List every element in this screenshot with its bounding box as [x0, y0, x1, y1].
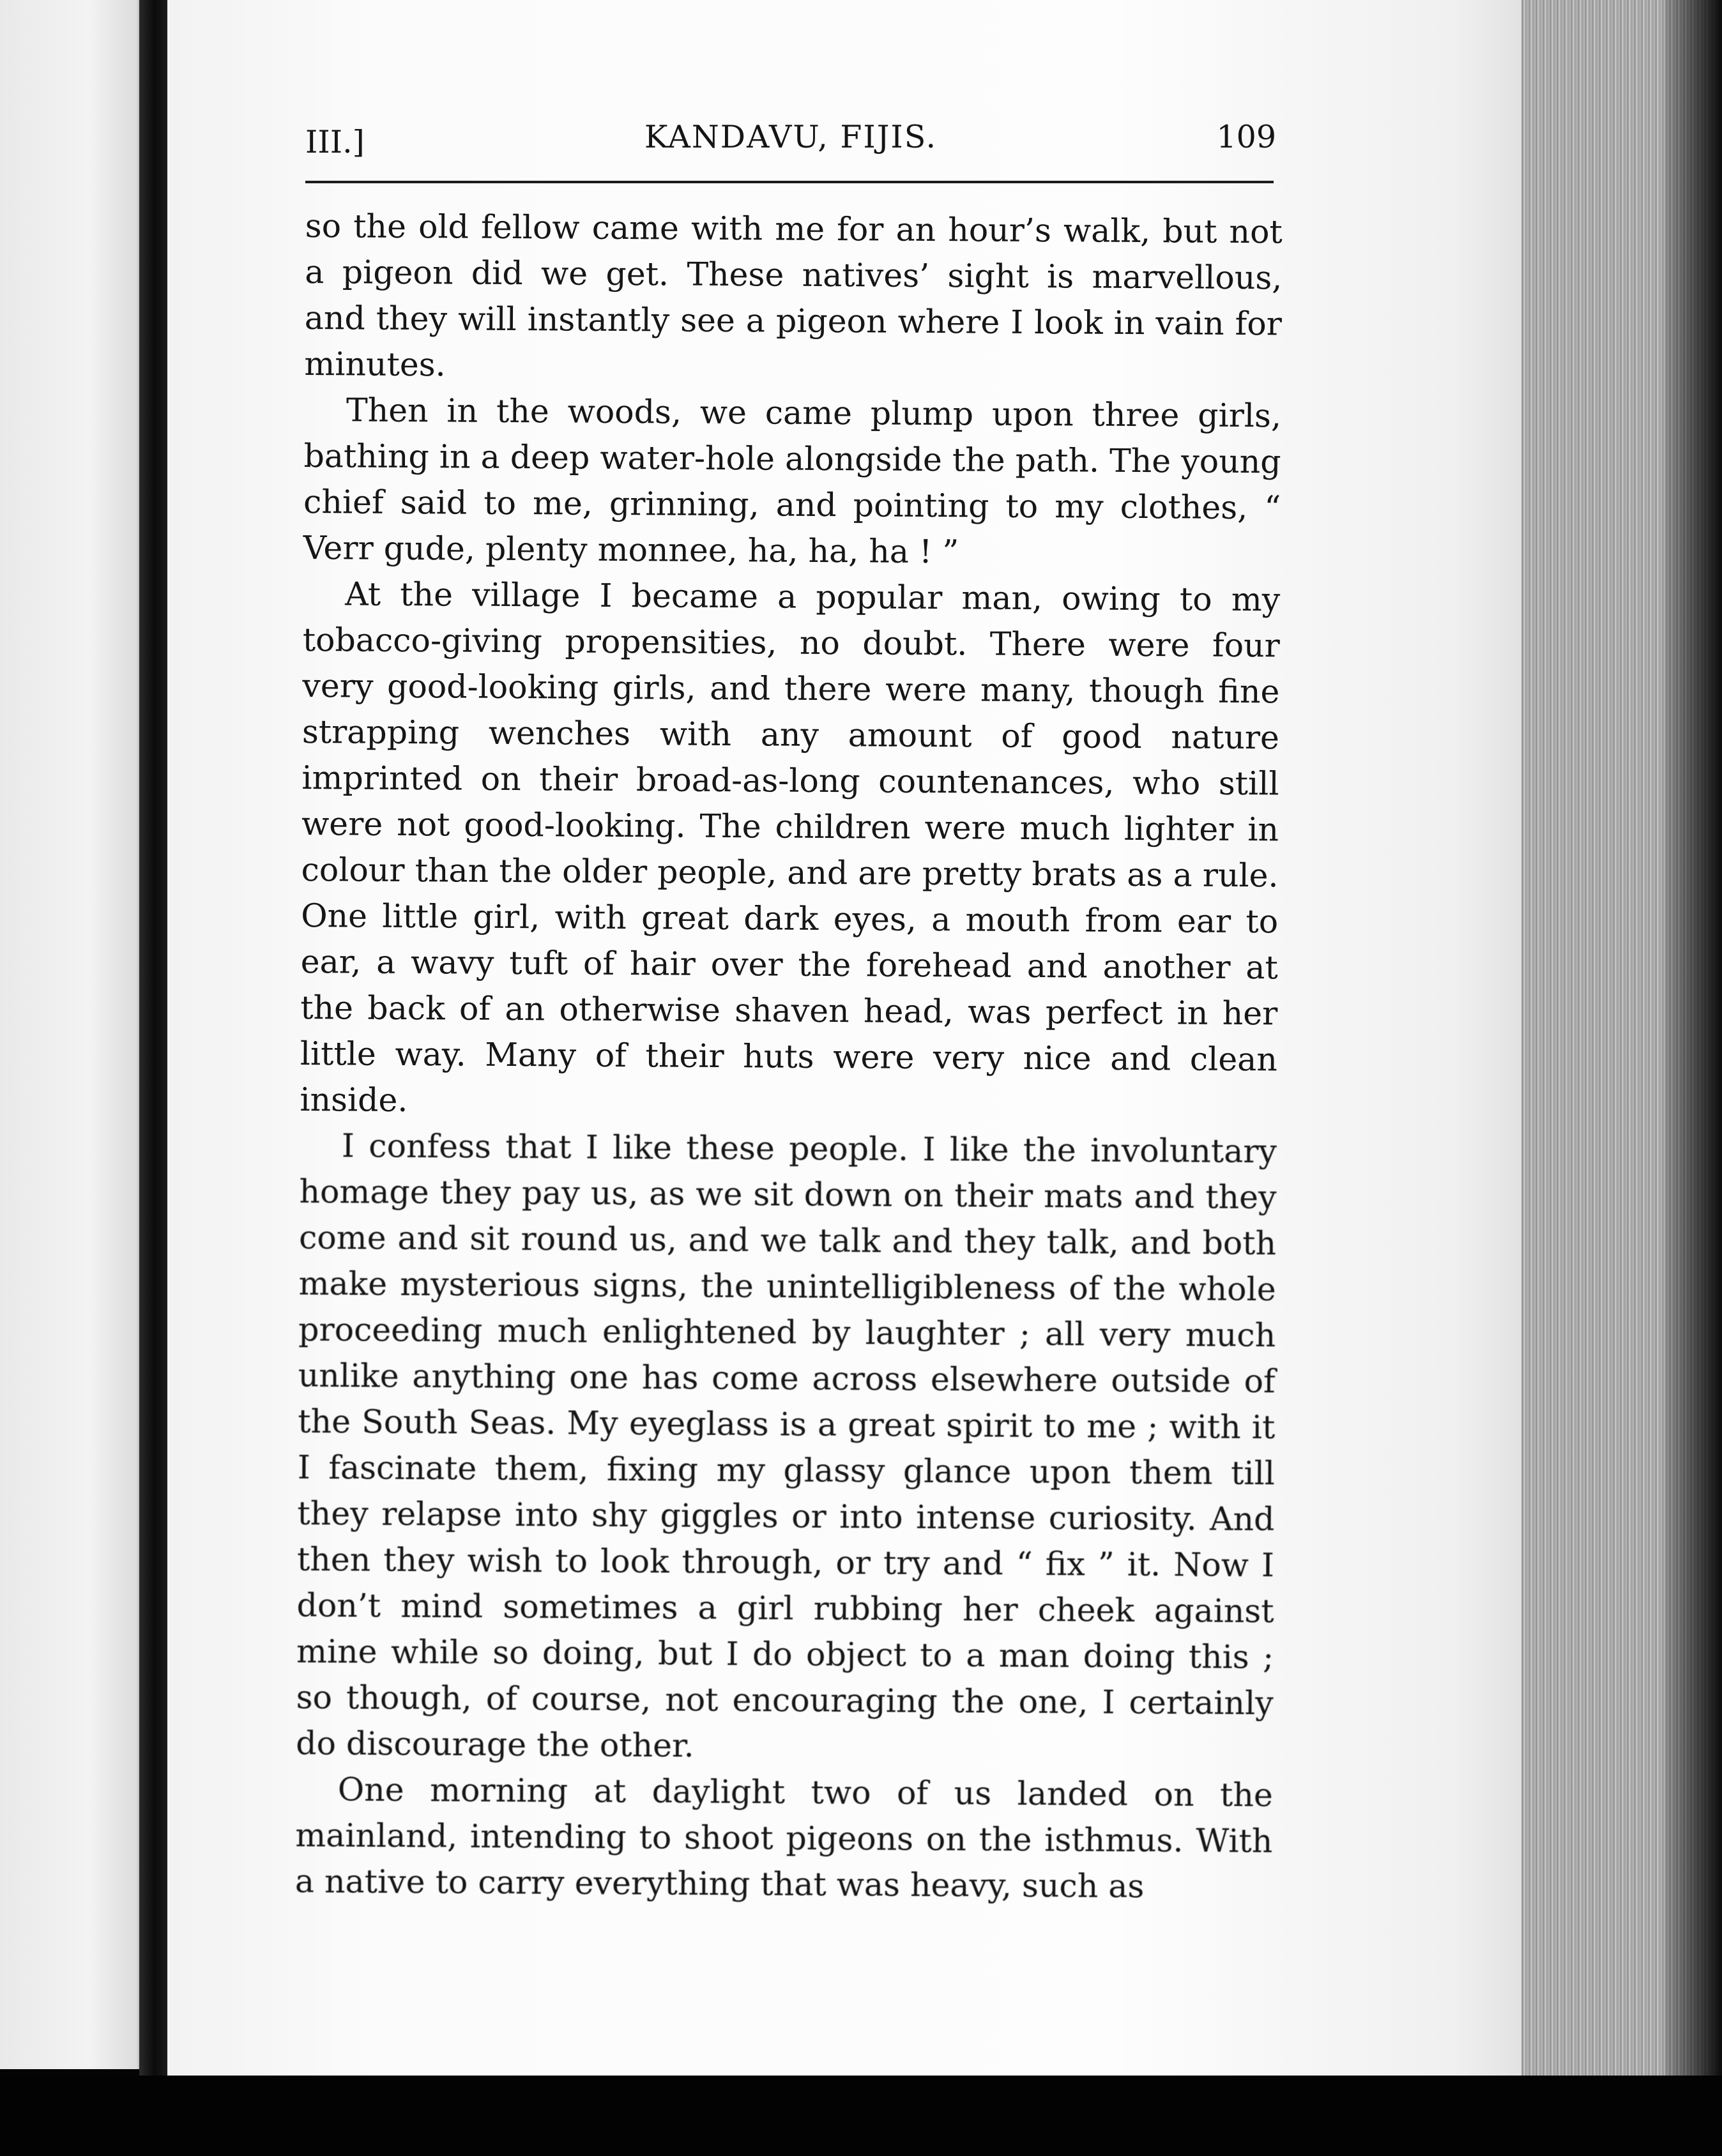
paragraph-2: Then in the woods, we came plump upon three girls, bathing in a deep water-hole alongside the path. The young chief said to me, grinning, and pointing to my clothes, “ Verr gude, plenty monnee, ha, ha, ha ! ”	[303, 391, 1282, 571]
facing-page-edge	[0, 0, 148, 2069]
header-rule	[305, 181, 1274, 183]
paragraph-4: I confess that I like these people. I like the involuntary homage they pay us, as we sit down on their mats and they come and sit round us, and we talk and they talk, and both make mysterious signs, the unintelligibleness of the whole proceeding much enlightened by laughter ; all very much unlike anything one has come across elsewhere outside of the South Seas. My eyeglass is a great spirit to me ; with it I fascinate them, fixing my glassy glance upon them till they relapse into shy giggles or into intense curiosity. And then they wish to look through, or try and “ fix ” it. Now I don’t mind sometimes a girl rubbing her cheek against mine while so doing, but I do object to a man doing this ; so though, of course, not encouraging the one, I certainly do discourage the other.	[296, 1127, 1277, 1765]
page-block-edges	[1514, 0, 1722, 2156]
book-gutter	[139, 0, 170, 2101]
scan-bottom-border	[0, 2076, 1722, 2156]
page-number: 109	[1216, 119, 1276, 155]
paragraph-1: so the old fellow came with me for an hour’s walk, but not a pigeon did we get. These natives’ sight is marvellous, and they will instantly see a pigeon where I look in vain for minutes.	[304, 206, 1283, 384]
running-title: KANDAVU, FIJIS.	[644, 119, 938, 155]
chapter-marker: III.]	[305, 124, 365, 160]
paragraph-3: At the village I became a popular man, owing to my tobacco-giving propensities, no doubt. There were four very good-looking girls, and there were many, though fine strapping wenches with any amount of good nature imprinted on their broad-as-long countenances, who still were not good-looking. The children were much lighter in colour than the older people, and are pretty brats as a rule. One little girl, with great dark eyes, a mouth from ear to ear, a wavy tuft of hair over the forehead and another at the back of an otherwise shaven head, was perfect in her little way. Many of their huts were very nice and clean inside.	[300, 575, 1281, 1120]
page-body	[295, 203, 1283, 1910]
running-header	[305, 119, 1276, 170]
paragraph-5: One morning at daylight two of us landed on the mainland, intending to shoot pigeons on the isthmus. With a native to carry everything that was heavy, such as	[294, 1770, 1273, 1906]
